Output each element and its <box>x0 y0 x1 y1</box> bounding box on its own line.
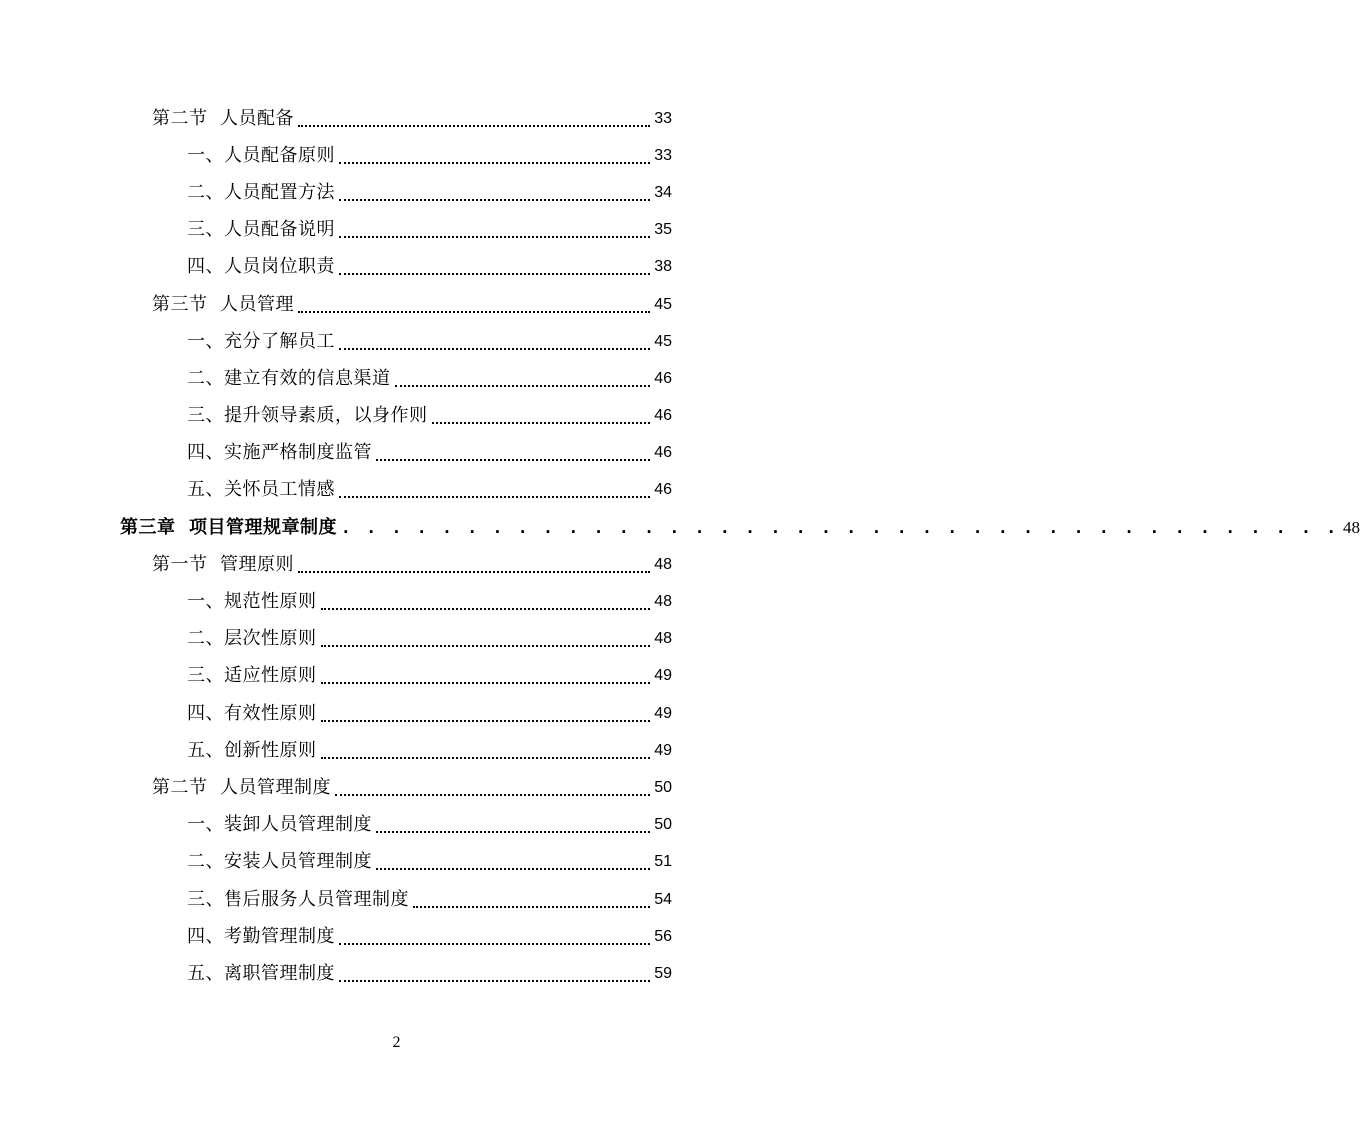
toc-entry-label: 第二节 人员管理制度 <box>152 776 331 798</box>
toc-entry-page-number: 48 <box>654 555 672 573</box>
toc-dot-leader <box>339 962 650 982</box>
toc-entry-label: 三、适应性原则 <box>187 665 317 687</box>
toc-dot-leader <box>339 181 650 201</box>
toc-entry-item[interactable] <box>0 583 793 620</box>
toc-entry-label: 第三章 项目管理规章制度 <box>120 516 338 538</box>
toc-entry-item[interactable] <box>0 174 793 211</box>
toc-dot-leader <box>321 590 651 610</box>
toc-entry-label: 二、安装人员管理制度 <box>187 851 372 873</box>
toc-entry-item[interactable] <box>0 621 793 658</box>
toc-entry-page-number: 48 <box>654 593 672 611</box>
toc-entry-page-number: 51 <box>654 853 672 871</box>
toc-entry-label: 五、离职管理制度 <box>187 962 335 984</box>
toc-entry-page-number: 49 <box>654 741 672 759</box>
toc-dot-leader <box>413 888 650 908</box>
toc-entry-label: 第三节 人员管理 <box>152 293 294 315</box>
toc-dot-leader <box>321 664 651 684</box>
toc-entry-section[interactable] <box>0 769 793 806</box>
toc-entry-page-number: 50 <box>654 816 672 834</box>
toc-entry-page-number: 46 <box>654 369 672 387</box>
toc-entry-label: 四、有效性原则 <box>187 702 317 724</box>
page-number: 2 <box>392 1034 401 1051</box>
toc-entry-label: 第二节 人员配备 <box>152 107 294 129</box>
toc-dot-leader <box>321 739 651 759</box>
toc-entry-item[interactable] <box>0 881 793 918</box>
table-of-contents <box>0 100 1360 993</box>
toc-entry-page-number: 46 <box>654 444 672 462</box>
toc-entry-label: 三、售后服务人员管理制度 <box>187 888 409 910</box>
toc-dot-leader <box>376 441 650 461</box>
toc-entry-page-number: 38 <box>654 258 672 276</box>
toc-entry-item[interactable] <box>0 212 793 249</box>
toc-entry-label: 二、人员配置方法 <box>187 181 335 203</box>
toc-entry-label: 三、人员配备说明 <box>187 219 335 241</box>
toc-entry-item[interactable] <box>0 137 793 174</box>
toc-entry-item[interactable] <box>0 807 793 844</box>
toc-entry-item[interactable] <box>0 658 793 695</box>
toc-entry-item[interactable] <box>0 732 793 769</box>
toc-entry-page-number: 48 <box>654 630 672 648</box>
toc-dot-leader <box>321 627 651 647</box>
toc-dot-leader <box>339 144 650 164</box>
toc-dot-leader: . . . . . . . . . . . . . . . . . . . . . . . . . . . . . . . . . . . . . . . . <box>341 517 1340 537</box>
toc-entry-section[interactable] <box>0 286 793 323</box>
toc-entry-page-number: 46 <box>654 407 672 425</box>
toc-entry-page-number: 33 <box>654 146 672 164</box>
toc-entry-label: 一、充分了解员工 <box>187 330 335 352</box>
toc-dot-leader <box>432 404 651 424</box>
toc-entry-label: 四、实施严格制度监管 <box>187 442 372 464</box>
toc-entry-item[interactable] <box>0 472 793 509</box>
toc-dot-leader <box>339 255 650 275</box>
toc-dot-leader <box>339 925 650 945</box>
toc-entry-label: 一、规范性原则 <box>187 591 317 613</box>
toc-dot-leader <box>298 107 650 127</box>
toc-dot-leader <box>335 776 650 796</box>
toc-entry-page-number: 35 <box>654 221 672 239</box>
toc-entry-label: 二、建立有效的信息渠道 <box>187 367 391 389</box>
toc-entry-page-number: 49 <box>654 704 672 722</box>
toc-entry-label: 第一节 管理原则 <box>152 553 294 575</box>
toc-entry-chapter[interactable] <box>0 509 1360 546</box>
toc-dot-leader <box>339 478 650 498</box>
toc-entry-page-number: 48 <box>1343 518 1360 538</box>
toc-entry-page-number: 45 <box>654 295 672 313</box>
toc-entry-item[interactable] <box>0 323 793 360</box>
toc-entry-item[interactable] <box>0 918 793 955</box>
toc-entry-page-number: 46 <box>654 481 672 499</box>
toc-entry-section[interactable] <box>0 546 793 583</box>
toc-entry-page-number: 34 <box>654 183 672 201</box>
toc-entry-item[interactable] <box>0 360 793 397</box>
toc-entry-page-number: 56 <box>654 927 672 945</box>
toc-entry-item[interactable] <box>0 844 793 881</box>
toc-entry-item[interactable] <box>0 955 793 992</box>
toc-entry-label: 一、人员配备原则 <box>187 144 335 166</box>
toc-entry-page-number: 59 <box>654 964 672 982</box>
toc-entry-page-number: 50 <box>654 778 672 796</box>
toc-entry-page-number: 45 <box>654 332 672 350</box>
toc-entry-item[interactable] <box>0 398 793 435</box>
toc-dot-leader <box>339 330 650 350</box>
toc-entry-label: 三、提升领导素质，以身作则 <box>187 405 428 427</box>
toc-dot-leader <box>395 367 651 387</box>
toc-entry-label: 五、关怀员工情感 <box>187 479 335 501</box>
toc-entry-label: 四、考勤管理制度 <box>187 925 335 947</box>
toc-entry-page-number: 54 <box>654 890 672 908</box>
toc-entry-page-number: 33 <box>654 109 672 127</box>
toc-entry-label: 五、创新性原则 <box>187 739 317 761</box>
toc-entry-item[interactable] <box>0 435 793 472</box>
toc-dot-leader <box>298 553 650 573</box>
toc-entry-section[interactable] <box>0 100 793 137</box>
toc-dot-leader <box>376 813 650 833</box>
toc-entry-label: 二、层次性原则 <box>187 628 317 650</box>
toc-entry-label: 一、装卸人员管理制度 <box>187 814 372 836</box>
toc-entry-page-number: 49 <box>654 667 672 685</box>
toc-entry-item[interactable] <box>0 249 793 286</box>
toc-entry-label: 四、人员岗位职责 <box>187 256 335 278</box>
toc-dot-leader <box>376 850 650 870</box>
toc-dot-leader <box>321 702 651 722</box>
toc-entry-item[interactable] <box>0 695 793 732</box>
toc-dot-leader <box>339 218 650 238</box>
toc-dot-leader <box>298 293 650 313</box>
